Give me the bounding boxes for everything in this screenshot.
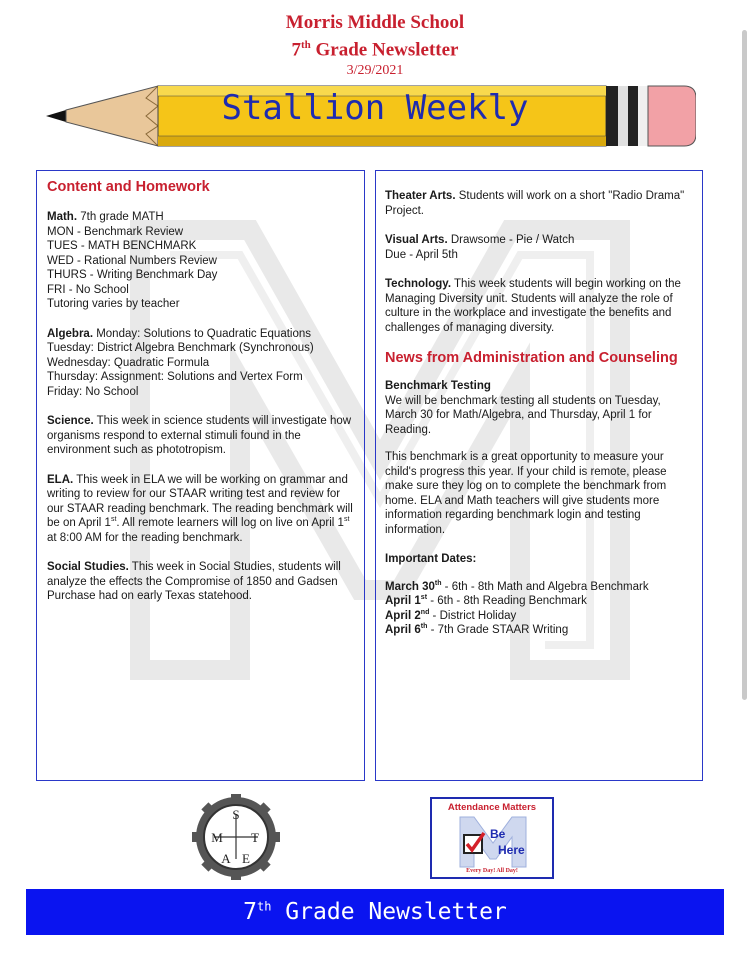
school-name: Morris Middle School <box>285 12 465 33</box>
visual-arts-due: Due - April 5th <box>385 248 458 261</box>
content-homework-heading: Content and Homework <box>47 179 210 195</box>
scrollbar-thumb[interactable] <box>742 30 747 700</box>
stem-letter-m: M <box>211 830 223 845</box>
technology-section <box>385 277 693 335</box>
social-studies-text: This week in Social Studies, students will analyze the effects the Compromise of 1850 and Gadsen Purchase had on early Texas statehood. <box>47 561 341 602</box>
ela-sup-a: st <box>110 516 117 524</box>
date-item <box>385 580 693 595</box>
newsletter-header <box>0 12 750 80</box>
checkmark-icon <box>462 831 486 855</box>
technology-label: Technology. <box>385 278 452 290</box>
science-text: This week in science students will investigate how organisms respond to external stimuli found in the environment such as phototropism. <box>47 415 352 456</box>
issue-date: 3/29/2021 <box>346 63 404 79</box>
theater-arts-label: Theater Arts. <box>385 190 456 202</box>
visual-arts-first: Drawsome - Pie / Watch <box>447 234 575 246</box>
science-section <box>47 414 354 458</box>
technology-text: This week students will begin working on the Managing Diversity unit. Students will analyze the role of culture in the workplace and investigate the benefits and challenges of managing diversity. <box>385 278 681 334</box>
math-line: TUES - MATH BENCHMARK <box>47 240 197 252</box>
date-item <box>385 623 693 638</box>
grade-suffix: th <box>301 39 311 51</box>
ela-text-b: . All remote learners will log on live on April 1 <box>116 517 344 529</box>
footer-bar <box>26 889 724 935</box>
stem-letter-t: T <box>251 830 259 845</box>
scrollbar[interactable] <box>740 0 750 955</box>
ela-section <box>47 473 354 546</box>
date-item-sup: nd <box>420 608 430 616</box>
date-item-text: - 6th - 8th Reading Benchmark <box>427 595 587 607</box>
theater-arts-section <box>385 189 693 218</box>
science-label: Science. <box>47 415 94 427</box>
footer-title-rest: Grade Newsletter <box>271 899 507 925</box>
math-section <box>47 210 354 312</box>
news-heading: News from Administration and Counseling <box>385 350 678 366</box>
stem-gear-logo <box>188 794 284 880</box>
social-studies-section <box>47 560 354 604</box>
math-first-line: 7th grade MATH <box>77 211 164 223</box>
date-item-date: April 1 <box>385 595 421 607</box>
visual-arts-section <box>385 233 693 262</box>
important-dates-label: Important Dates: <box>385 553 477 565</box>
stem-letter-e: E <box>242 851 250 866</box>
date-item-sup: th <box>434 579 442 587</box>
attendance-be: Be <box>490 827 506 841</box>
benchmark-testing-section <box>385 379 693 437</box>
important-dates-section <box>385 552 693 638</box>
math-line: THURS - Writing Benchmark Day <box>47 269 218 281</box>
math-line: MON - Benchmark Review <box>47 225 184 238</box>
ela-text-c: at 8:00 AM for the reading benchmark. <box>47 531 243 544</box>
benchmark-paragraph-2: This benchmark is a great opportunity to measure your child's progress this year. If your child is remote, please make sure they log on to complete the benchmark from home. ELA and Math teachers will give students more information regarding benchmark login and testing information. <box>385 451 667 536</box>
social-studies-label: Social Studies. <box>47 561 129 573</box>
algebra-first-line: Monday: Solutions to Quadratic Equations <box>93 327 312 340</box>
date-item-sup: th <box>420 623 428 631</box>
grade-number: 7 <box>291 39 301 61</box>
bottom-logos <box>0 790 750 885</box>
algebra-label: Algebra. <box>47 327 94 340</box>
ela-label: ELA. <box>47 473 74 486</box>
arts-news-column <box>375 170 703 781</box>
math-line: Tutoring varies by teacher <box>47 298 180 310</box>
algebra-section <box>47 327 354 400</box>
content-homework-column <box>36 170 365 781</box>
date-item-text: - 6th - 8th Math and Algebra Benchmark <box>441 580 649 593</box>
date-item <box>385 609 693 624</box>
math-line: FRI - No School <box>47 283 129 296</box>
benchmark-testing-label: Benchmark Testing <box>385 380 491 392</box>
date-item-text: - 7th Grade STAAR Writing <box>427 624 569 636</box>
stem-letter-a: A <box>221 851 231 866</box>
attendance-matters-logo <box>430 797 554 879</box>
date-item-text: - District Holiday <box>429 609 517 622</box>
ela-sup-b: st <box>343 516 350 524</box>
grade-title-rest: Grade Newsletter <box>310 39 459 61</box>
theater-arts-text: Students will work on a short "Radio Drama" Project. <box>385 190 685 217</box>
benchmark-paragraph-1: We will be benchmark testing all students on Tuesday, March 30 for Math/Algebra, and Thursday, April 1 for Reading. <box>385 394 661 436</box>
footer-grade-number: 7 <box>243 899 257 925</box>
algebra-line: Thursday: Assignment: Solutions and Vertex Form <box>47 371 303 383</box>
visual-arts-label: Visual Arts. <box>385 234 448 246</box>
algebra-line: Friday: No School <box>47 385 139 398</box>
stem-letter-s: S <box>232 807 240 822</box>
attendance-footer: Every Day! All Day! <box>466 868 518 874</box>
footer-grade-suffix: th <box>257 899 272 914</box>
date-item-date: March 30 <box>385 580 435 593</box>
attendance-title: Attendance Matters <box>447 802 537 813</box>
banner-title: Stallion Weekly <box>221 88 529 128</box>
math-label: Math. <box>47 211 78 223</box>
date-item-sup: st <box>420 594 428 602</box>
newsletter-title <box>0 34 750 61</box>
date-item-date: April 2 <box>385 609 421 622</box>
math-line: WED - Rational Numbers Review <box>47 254 217 267</box>
footer-title <box>243 899 507 925</box>
attendance-here: Here <box>498 843 525 857</box>
algebra-line: Tuesday: District Algebra Benchmark (Synchronous) <box>47 342 314 354</box>
date-item <box>385 594 693 609</box>
ela-text-a: This week in ELA we will be working on grammar and writing to review for our STAAR writing test and review for our STAAR reading benchmark. The reading benchmark will be on April 1 <box>47 473 353 529</box>
date-item-date: April 6 <box>385 624 421 636</box>
algebra-line: Wednesday: Quadratic Formula <box>47 356 210 369</box>
